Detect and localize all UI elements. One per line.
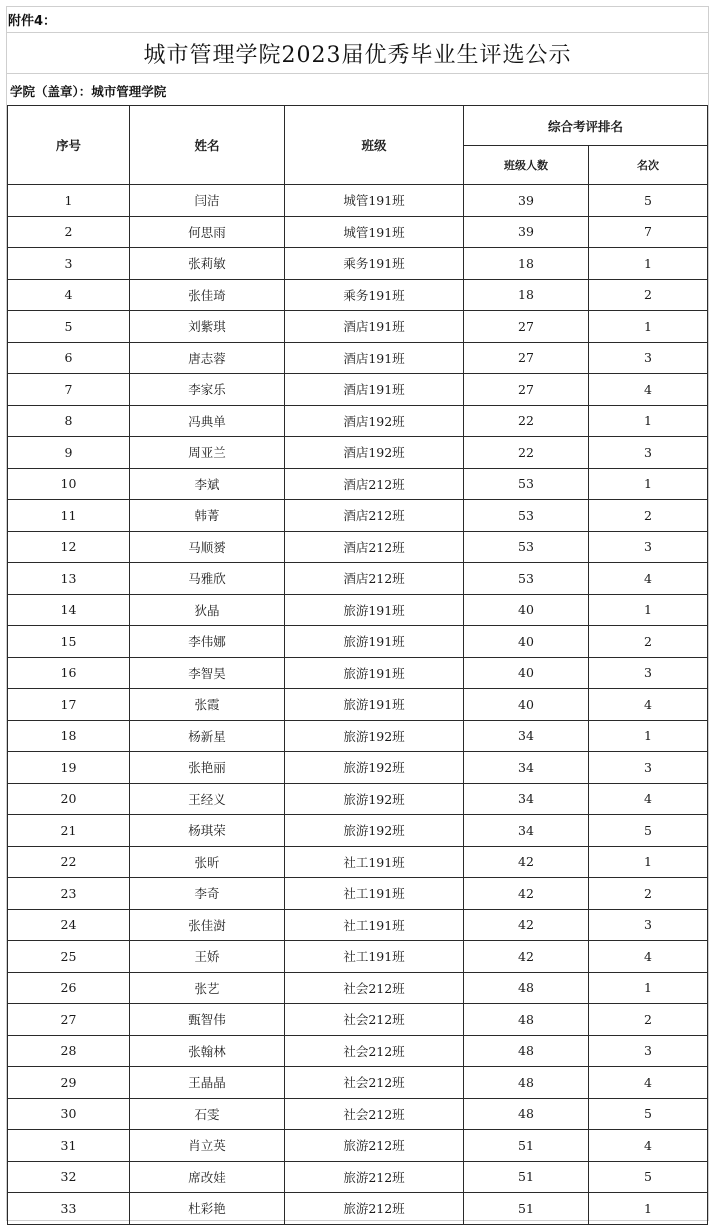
table-row xyxy=(8,185,708,217)
cell-class: 社会212班 xyxy=(285,1067,464,1099)
cell-rank: 1 xyxy=(589,720,708,752)
cell-index: 18 xyxy=(8,720,130,752)
cell-class: 社会212班 xyxy=(285,1098,464,1130)
cell-rank: 2 xyxy=(589,500,708,532)
cell-index: 16 xyxy=(8,657,130,689)
cell-class-size: 18 xyxy=(464,279,589,311)
cell-rank: 4 xyxy=(589,689,708,721)
cell-class: 社工191班 xyxy=(285,909,464,941)
cell-index: 11 xyxy=(8,500,130,532)
cell-name: 张霞 xyxy=(130,689,285,721)
cell-rank: 3 xyxy=(589,657,708,689)
cell-class-size: 51 xyxy=(464,1161,589,1193)
cell-class: 酒店212班 xyxy=(285,468,464,500)
cell-class: 旅游212班 xyxy=(285,1130,464,1162)
table-header xyxy=(8,106,708,185)
cell-rank: 3 xyxy=(589,437,708,469)
table-row xyxy=(8,815,708,847)
table-row xyxy=(8,689,708,721)
table-row xyxy=(8,248,708,280)
cell-rank: 1 xyxy=(589,1193,708,1225)
header-class: 班级 xyxy=(285,106,464,185)
cell-index: 25 xyxy=(8,941,130,973)
table-row xyxy=(8,1035,708,1067)
table-row xyxy=(8,878,708,910)
cell-class-size: 51 xyxy=(464,1130,589,1162)
header-name: 姓名 xyxy=(130,106,285,185)
cell-index: 5 xyxy=(8,311,130,343)
cell-class: 旅游192班 xyxy=(285,720,464,752)
cell-class: 酒店212班 xyxy=(285,531,464,563)
table-row xyxy=(8,972,708,1004)
cell-index: 15 xyxy=(8,626,130,658)
cell-class: 旅游212班 xyxy=(285,1193,464,1225)
cell-rank: 3 xyxy=(589,531,708,563)
cell-rank: 3 xyxy=(589,752,708,784)
cell-rank: 2 xyxy=(589,279,708,311)
table-row xyxy=(8,1193,708,1225)
table-row xyxy=(8,941,708,973)
cell-class: 旅游192班 xyxy=(285,815,464,847)
cell-class-size: 34 xyxy=(464,783,589,815)
title-row xyxy=(6,32,709,74)
cell-class-size: 42 xyxy=(464,846,589,878)
cell-index: 27 xyxy=(8,1004,130,1036)
cell-name: 甄智伟 xyxy=(130,1004,285,1036)
cell-class-size: 22 xyxy=(464,437,589,469)
table-row xyxy=(8,468,708,500)
cell-name: 张莉敏 xyxy=(130,248,285,280)
cell-name: 周亚兰 xyxy=(130,437,285,469)
cell-class-size: 40 xyxy=(464,689,589,721)
cell-name: 杨琪荣 xyxy=(130,815,285,847)
cell-index: 24 xyxy=(8,909,130,941)
cell-name: 肖立英 xyxy=(130,1130,285,1162)
cell-name: 韩菁 xyxy=(130,500,285,532)
cell-index: 6 xyxy=(8,342,130,374)
cell-rank: 3 xyxy=(589,1035,708,1067)
cell-name: 王晶晶 xyxy=(130,1067,285,1099)
table-row xyxy=(8,531,708,563)
cell-class-size: 27 xyxy=(464,374,589,406)
cell-name: 张佳琦 xyxy=(130,279,285,311)
cell-rank: 7 xyxy=(589,216,708,248)
cell-name: 何思雨 xyxy=(130,216,285,248)
cell-rank: 1 xyxy=(589,972,708,1004)
cell-name: 张艳丽 xyxy=(130,752,285,784)
cell-index: 4 xyxy=(8,279,130,311)
cell-index: 1 xyxy=(8,185,130,217)
cell-class: 酒店212班 xyxy=(285,500,464,532)
cell-class: 酒店191班 xyxy=(285,374,464,406)
cell-name: 李智昊 xyxy=(130,657,285,689)
cell-class: 城管191班 xyxy=(285,216,464,248)
cell-rank: 4 xyxy=(589,374,708,406)
cell-index: 28 xyxy=(8,1035,130,1067)
cell-index: 22 xyxy=(8,846,130,878)
cell-name: 刘紫琪 xyxy=(130,311,285,343)
table-row xyxy=(8,311,708,343)
cell-index: 8 xyxy=(8,405,130,437)
cell-rank: 1 xyxy=(589,405,708,437)
cell-class-size: 48 xyxy=(464,1035,589,1067)
cell-rank: 2 xyxy=(589,626,708,658)
header-rank: 名次 xyxy=(589,146,708,185)
table-row xyxy=(8,783,708,815)
cell-class: 乘务191班 xyxy=(285,248,464,280)
cell-index: 30 xyxy=(8,1098,130,1130)
table-row xyxy=(8,1004,708,1036)
cell-class-size: 53 xyxy=(464,563,589,595)
cell-rank: 1 xyxy=(589,248,708,280)
cell-index: 3 xyxy=(8,248,130,280)
table-row xyxy=(8,342,708,374)
cell-class-size: 27 xyxy=(464,342,589,374)
cell-rank: 4 xyxy=(589,1067,708,1099)
cell-index: 23 xyxy=(8,878,130,910)
table-row xyxy=(8,752,708,784)
cell-name: 狄晶 xyxy=(130,594,285,626)
cell-class: 旅游191班 xyxy=(285,626,464,658)
cell-name: 张翰林 xyxy=(130,1035,285,1067)
cell-rank: 5 xyxy=(589,1098,708,1130)
cell-index: 12 xyxy=(8,531,130,563)
cell-name: 张佳澍 xyxy=(130,909,285,941)
cell-class: 社会212班 xyxy=(285,1004,464,1036)
cell-name: 李斌 xyxy=(130,468,285,500)
cell-name: 席改娃 xyxy=(130,1161,285,1193)
cell-class: 旅游212班 xyxy=(285,1161,464,1193)
cell-class-size: 22 xyxy=(464,405,589,437)
cell-class: 旅游192班 xyxy=(285,783,464,815)
cell-class-size: 39 xyxy=(464,185,589,217)
cell-index: 14 xyxy=(8,594,130,626)
cell-index: 13 xyxy=(8,563,130,595)
cell-index: 33 xyxy=(8,1193,130,1225)
cell-index: 20 xyxy=(8,783,130,815)
cell-class: 社会212班 xyxy=(285,1035,464,1067)
cell-name: 石雯 xyxy=(130,1098,285,1130)
table-row xyxy=(8,279,708,311)
header-index: 序号 xyxy=(8,106,130,185)
table-row xyxy=(8,846,708,878)
cell-class: 城管191班 xyxy=(285,185,464,217)
cell-rank: 4 xyxy=(589,1130,708,1162)
cell-index: 26 xyxy=(8,972,130,1004)
cell-name: 李奇 xyxy=(130,878,285,910)
cell-class-size: 48 xyxy=(464,1067,589,1099)
cell-index: 7 xyxy=(8,374,130,406)
cell-class-size: 40 xyxy=(464,657,589,689)
cell-rank: 5 xyxy=(589,815,708,847)
cell-rank: 5 xyxy=(589,1161,708,1193)
cell-class: 社会212班 xyxy=(285,972,464,1004)
cell-class: 社工191班 xyxy=(285,941,464,973)
cell-class: 酒店192班 xyxy=(285,437,464,469)
graduate-table xyxy=(7,105,708,1225)
cell-class: 酒店191班 xyxy=(285,342,464,374)
table-row xyxy=(8,563,708,595)
cell-rank: 2 xyxy=(589,878,708,910)
cell-class: 旅游191班 xyxy=(285,594,464,626)
cell-index: 10 xyxy=(8,468,130,500)
cell-class-size: 39 xyxy=(464,216,589,248)
cell-class-size: 18 xyxy=(464,248,589,280)
cell-rank: 3 xyxy=(589,909,708,941)
table-body xyxy=(8,185,708,1225)
cell-rank: 3 xyxy=(589,342,708,374)
cell-class-size: 40 xyxy=(464,594,589,626)
header-class-size: 班级人数 xyxy=(464,146,589,185)
cell-rank: 1 xyxy=(589,846,708,878)
cell-name: 杜彩艳 xyxy=(130,1193,285,1225)
cell-class-size: 53 xyxy=(464,531,589,563)
table-row xyxy=(8,626,708,658)
table-row xyxy=(8,216,708,248)
cell-class-size: 48 xyxy=(464,1098,589,1130)
cell-name: 马雅欣 xyxy=(130,563,285,595)
cell-name: 张昕 xyxy=(130,846,285,878)
cell-rank: 5 xyxy=(589,185,708,217)
cell-rank: 1 xyxy=(589,594,708,626)
table-row xyxy=(8,500,708,532)
cell-name: 闫洁 xyxy=(130,185,285,217)
cell-class-size: 53 xyxy=(464,500,589,532)
cell-name: 张艺 xyxy=(130,972,285,1004)
cell-class: 旅游191班 xyxy=(285,657,464,689)
cell-class-size: 53 xyxy=(464,468,589,500)
cell-index: 17 xyxy=(8,689,130,721)
cell-class: 乘务191班 xyxy=(285,279,464,311)
college-stamp-line: 学院（盖章）：城市管理学院 xyxy=(10,84,167,99)
document-title: 城市管理学院2023届优秀毕业生评选公示 xyxy=(143,42,572,68)
cell-class-size: 34 xyxy=(464,752,589,784)
cell-name: 冯典单 xyxy=(130,405,285,437)
cell-index: 29 xyxy=(8,1067,130,1099)
cell-index: 21 xyxy=(8,815,130,847)
cell-rank: 4 xyxy=(589,783,708,815)
table-row xyxy=(8,594,708,626)
cell-class-size: 51 xyxy=(464,1193,589,1225)
cell-class-size: 40 xyxy=(464,626,589,658)
cell-index: 19 xyxy=(8,752,130,784)
table-row xyxy=(8,437,708,469)
cell-name: 马顺赟 xyxy=(130,531,285,563)
cell-name: 李家乐 xyxy=(130,374,285,406)
cell-class-size: 48 xyxy=(464,1004,589,1036)
cell-name: 李伟娜 xyxy=(130,626,285,658)
cell-class: 旅游191班 xyxy=(285,689,464,721)
header-ranking-group: 综合考评排名 xyxy=(464,106,708,146)
annex-label: 附件4： xyxy=(8,14,57,29)
cell-class: 社工191班 xyxy=(285,846,464,878)
cell-rank: 4 xyxy=(589,563,708,595)
cell-name: 杨新星 xyxy=(130,720,285,752)
cell-class-size: 42 xyxy=(464,878,589,910)
table-row xyxy=(8,1098,708,1130)
table-row xyxy=(8,657,708,689)
cell-class: 旅游192班 xyxy=(285,752,464,784)
cell-class: 社工191班 xyxy=(285,878,464,910)
cell-rank: 4 xyxy=(589,941,708,973)
cell-index: 32 xyxy=(8,1161,130,1193)
cell-name: 唐志蓉 xyxy=(130,342,285,374)
table-row xyxy=(8,1067,708,1099)
table-row xyxy=(8,720,708,752)
table-row xyxy=(8,909,708,941)
cell-class: 酒店191班 xyxy=(285,311,464,343)
cell-class-size: 34 xyxy=(464,720,589,752)
cell-class: 酒店212班 xyxy=(285,563,464,595)
cell-index: 31 xyxy=(8,1130,130,1162)
cell-class-size: 42 xyxy=(464,941,589,973)
cell-index: 9 xyxy=(8,437,130,469)
cell-class: 酒店192班 xyxy=(285,405,464,437)
cell-rank: 1 xyxy=(589,311,708,343)
cell-class-size: 27 xyxy=(464,311,589,343)
cell-class-size: 42 xyxy=(464,909,589,941)
cell-class-size: 48 xyxy=(464,972,589,1004)
table-row xyxy=(8,405,708,437)
cell-name: 王娇 xyxy=(130,941,285,973)
cell-name: 王经义 xyxy=(130,783,285,815)
table-row xyxy=(8,374,708,406)
cell-class-size: 34 xyxy=(464,815,589,847)
cell-index: 2 xyxy=(8,216,130,248)
cell-rank: 1 xyxy=(589,468,708,500)
table-row xyxy=(8,1161,708,1193)
cell-rank: 2 xyxy=(589,1004,708,1036)
table-row xyxy=(8,1130,708,1162)
